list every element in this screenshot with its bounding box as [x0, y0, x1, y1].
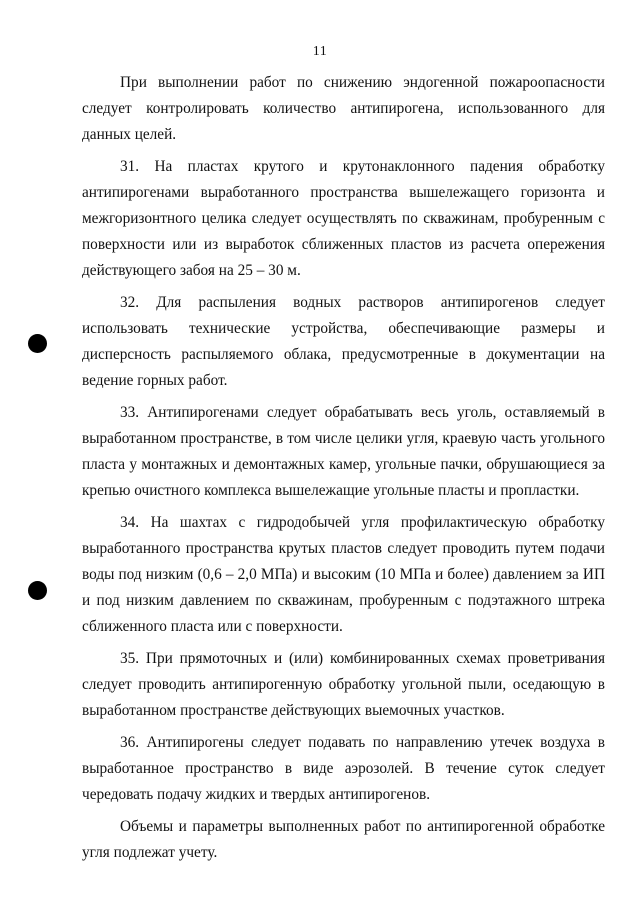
document-body: [82, 70, 605, 872]
punch-hole-top: [28, 334, 47, 353]
paragraph-34: 34. На шахтах с гидродобычей угля профилактическую обработку выработанного пространства крутых пластов следует проводить путем подачи воды под низким (0,6 – 2,0 МПа) и высоким (10 МПа и более) давлением за ИП и под низким давлением по скважинам, пробуренным с подэтажного штрека сближенного пласта или с поверхности.: [82, 514, 605, 635]
paragraph-intro: При выполнении работ по снижению эндогенной пожароопасности следует контролировать количество антипирогена, использованного для данных целей.: [82, 74, 605, 143]
paragraph-closing: Объемы и параметры выполненных работ по антипирогенной обработке угля подлежат учету.: [82, 818, 605, 861]
paragraph-31: 31. На пластах крутого и крутонаклонного падения обработку антипирогенами выработанного пространства вышележащего горизонта и межгоризонтного целика следует осуществлять по скважинам, пробуренным с поверхности или из выработок сближенных пластов из расчета опережения действующего забоя на 25 – 30 м.: [82, 158, 605, 279]
punch-hole-bottom: [28, 581, 47, 600]
paragraph-33: 33. Антипирогенами следует обрабатывать весь уголь, оставляемый в выработанном пространстве, в том числе целики угля, краевую часть угольного пласта у монтажных и демонтажных камер, угольные пачки, обрушающиеся за крепью очистного комплекса вышележащие угольные пласты и пропластки.: [82, 404, 605, 499]
paragraph-35: 35. При прямоточных и (или) комбинированных схемах проветривания следует проводить антипирогенную обработку угольной пыли, оседающую в выработанном пространстве действующих выемочных участков.: [82, 650, 605, 719]
paragraph-36: 36. Антипирогены следует подавать по направлению утечек воздуха в выработанное пространство в виде аэрозолей. В течение суток следует чередовать подачу жидких и твердых антипирогенов.: [82, 734, 605, 803]
paragraph-32: 32. Для распыления водных растворов антипирогенов следует использовать технические устройства, обеспечивающие размеры и дисперсность распыляемого облака, предусмотренные в документации на ведение горных работ.: [82, 294, 605, 389]
page-number: 11: [312, 44, 328, 59]
